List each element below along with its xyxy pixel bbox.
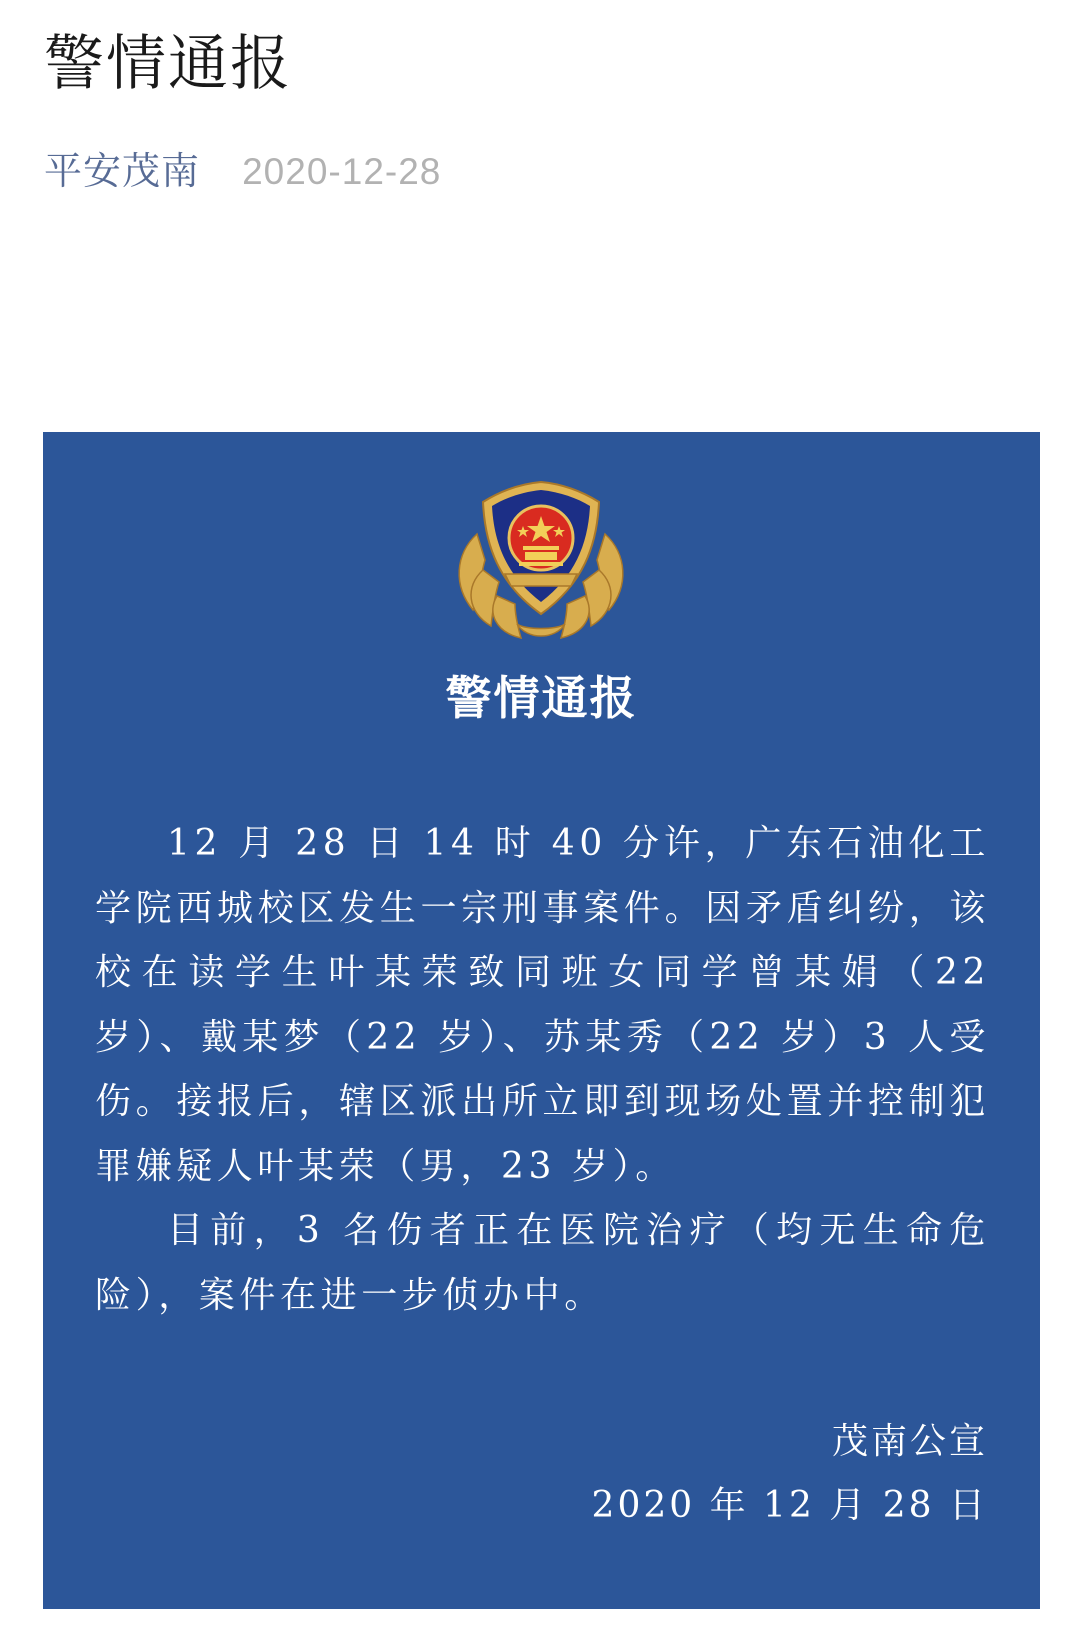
article-meta — [44, 146, 441, 197]
notice-signature-block — [592, 1410, 988, 1538]
notice-title: 警情通报 — [445, 671, 638, 725]
publish-date: 2020-12-28 — [242, 151, 442, 192]
notice-signature: 茂南公宣 — [831, 1421, 988, 1462]
notice-signature-date: 2020 年 12 月 28 日 — [591, 1485, 988, 1526]
notice-image — [43, 432, 1040, 1609]
article-title: 警情通报 — [44, 29, 292, 99]
notice-paragraph: 12 月 28 日 14 时 40 分许，广东石油化工学院西城校区发生一宗刑事案件。因矛盾纠纷，该校在读学生叶某荣致同班女同学曾某娟（22 岁）、戴某梦（22 岁）、苏某秀（22 岁）3 人受伤。接报后，辖区派出所立即到现场处置并控制犯罪嫌疑人叶某荣（男，23 岁）。 — [95, 823, 990, 1187]
notice-paragraph: 目前，3 名伤者正在医院治疗（均无生命危险），案件在进一步侦办中。 — [95, 1210, 990, 1316]
police-badge-icon — [447, 474, 635, 648]
notice-body — [95, 812, 990, 1328]
account-name-link[interactable]: 平安茂南 — [44, 149, 201, 193]
